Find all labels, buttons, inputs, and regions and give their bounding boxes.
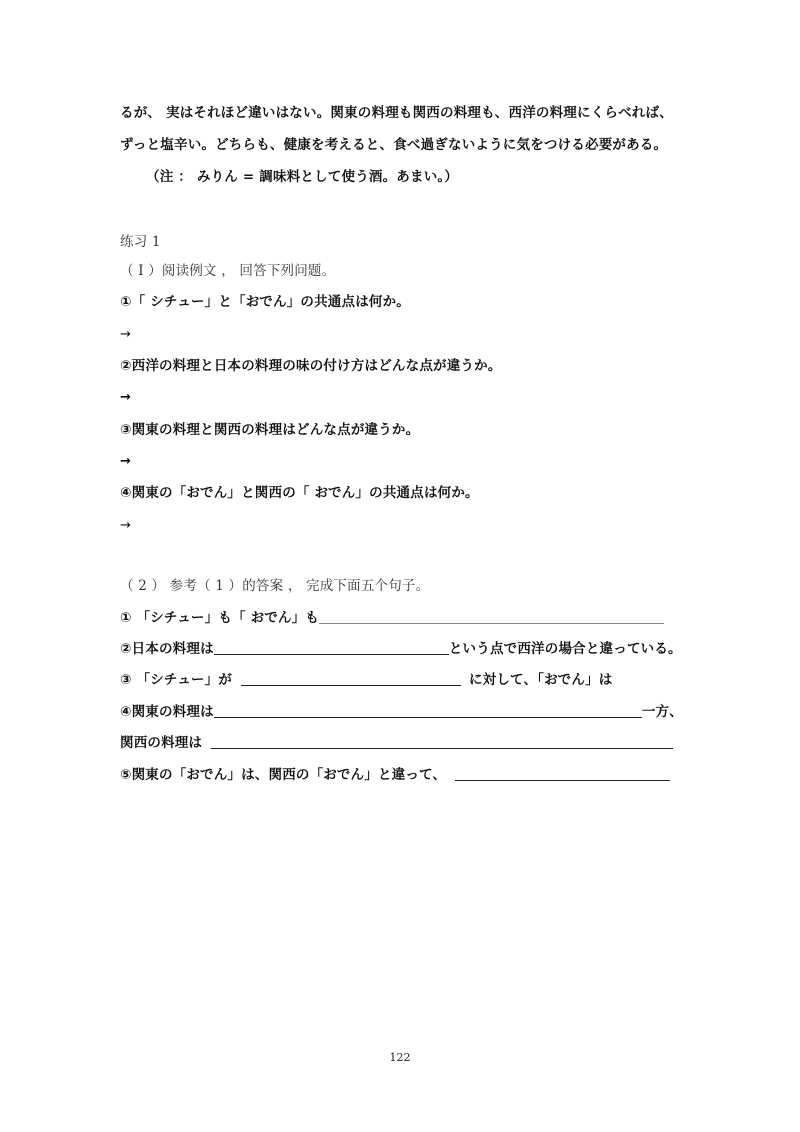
- sentence-4-prefix: ④関東の料理は: [120, 704, 214, 720]
- answer-blank-3[interactable]: [241, 671, 461, 686]
- sentence-4b: [120, 734, 673, 752]
- passage-line-2: ずっと塩辛い。どちらも、健康を考えると、食べ過ぎないように気をつける必要がある。: [120, 137, 668, 153]
- part1-instruction: （ I ）阅读例文 ， 回答下列问题。: [120, 263, 336, 279]
- sentence-4: [120, 703, 683, 721]
- answer-blank-5[interactable]: [455, 766, 670, 781]
- sentence-2: [120, 640, 682, 658]
- question-4: ④関東の「おでん」と関西の「 おでん」の共通点は何か。: [120, 485, 479, 501]
- sentence-3-prefix: ③ 「シチュー」が: [120, 672, 233, 688]
- passage-line-1: るが、 実はそれほど違いはない。関東の料理も関西の料理も、西洋の料理にくらべれば、: [120, 105, 673, 121]
- sentence-5: [120, 766, 670, 784]
- answer-arrow-3: →: [120, 454, 132, 469]
- exercise-title: 练习 1: [120, 234, 161, 250]
- part2-instruction: （ 2 ） 参考（ 1 ）的答案 ， 完成下面五个句子。: [120, 578, 430, 594]
- answer-blank-1[interactable]: [319, 609, 664, 624]
- answer-blank-4a[interactable]: [214, 703, 642, 718]
- sentence-2-prefix: ②日本の料理は: [120, 641, 214, 657]
- sentence-3: [120, 671, 612, 689]
- question-1: ①「 シチュー」と「おでん」の共通点は何か。: [120, 294, 410, 310]
- sentence-1-prefix: ① 「シチュー」も「 おでん」も: [120, 610, 319, 626]
- question-3: ③関東の料理と関西の料理はどんな点が違うか。: [120, 422, 420, 438]
- answer-arrow-2: →: [120, 390, 132, 405]
- page-number: 122: [389, 1051, 411, 1064]
- sentence-4-suffix: 一方、: [641, 704, 683, 720]
- sentence-1: [120, 609, 664, 627]
- answer-arrow-4: →: [120, 518, 132, 533]
- answer-blank-4b[interactable]: [211, 734, 673, 749]
- sentence-4b-prefix: 関西の料理は: [120, 735, 203, 751]
- passage-note: （注 ： みりん = 調味料として使う酒。あまい。）: [146, 169, 459, 185]
- question-2: ②西洋の料理と日本の料理の味の付け方はどんな点が違うか。: [120, 358, 502, 374]
- sentence-3-suffix: に対して、「おでん」は: [468, 672, 613, 688]
- sentence-5-prefix: ⑤関東の「おでん」は、関西の「おでん」と違って、: [120, 767, 447, 783]
- answer-blank-2[interactable]: [214, 640, 449, 655]
- sentence-2-suffix: という点で西洋の場合と違っている。: [448, 641, 682, 657]
- answer-arrow-1: →: [120, 327, 132, 342]
